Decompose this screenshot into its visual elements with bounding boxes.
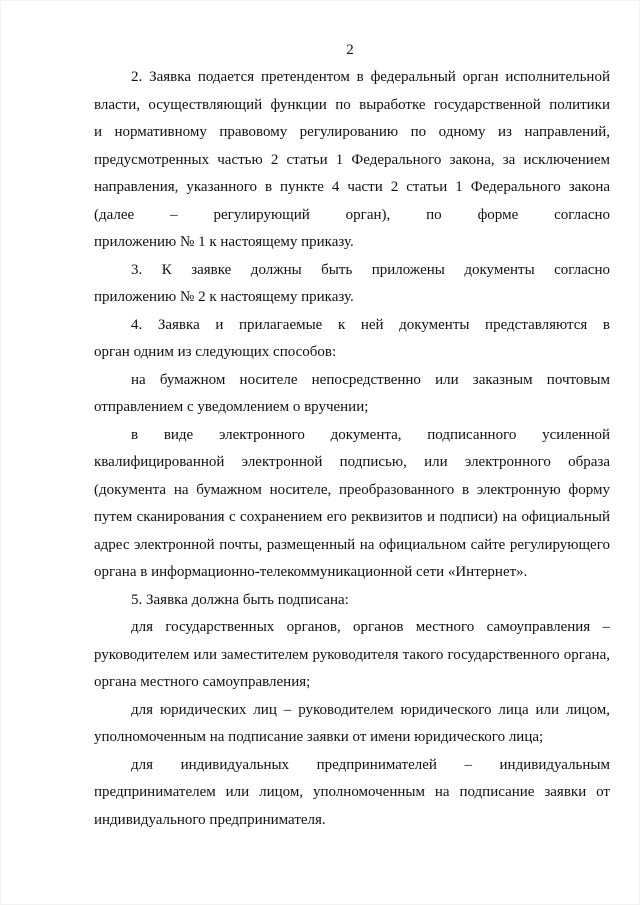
- text-line: предпринимателем или лицом, уполномоченным на подписание заявки от: [94, 784, 610, 800]
- text-line: отправлением с уведомлением о вручении;: [94, 399, 369, 415]
- text-line: адрес электронной почты, размещенный на официальном сайте регулирующего: [94, 536, 610, 553]
- text-line: приложению № 2 к настоящему приказу.: [94, 289, 354, 305]
- text-line: индивидуального предпринимателя.: [94, 811, 326, 828]
- text-line: для государственных органов, органов местного самоуправления –: [131, 619, 610, 635]
- text-line: 4. Заявка и прилагаемые к ней документы представляются в: [131, 316, 610, 333]
- text-line: для юридических лиц – руководителем юридического лица или лицом,: [131, 701, 610, 718]
- paragraph: [94, 422, 610, 587]
- paragraph: [94, 587, 610, 615]
- text-line: руководителем или заместителем руководителя такого государственного органа,: [94, 646, 610, 663]
- text-line: на бумажном носителе непосредственно или заказным почтовым: [131, 371, 610, 388]
- text-line: органа в информационно-телекоммуникационной сети «Интернет».: [94, 564, 528, 580]
- paragraph: [94, 697, 610, 752]
- text-line: приложению № 1 к настоящему приказу.: [94, 234, 354, 250]
- text-line: 3. К заявке должны быть приложены документы согласно: [131, 261, 610, 278]
- text-line: и нормативному правовому регулированию по одному из направлений,: [94, 124, 610, 140]
- text-line: 5. Заявка должна быть подписана:: [131, 591, 349, 608]
- text-line: 2. Заявка подается претендентом в федеральный орган исполнительной: [131, 69, 610, 85]
- paragraph: [94, 64, 610, 257]
- text-line: путем сканирования с сохранением его реквизитов и подписи) на официальный: [94, 509, 610, 525]
- text-line: в виде электронного документа, подписанного усиленной: [131, 426, 610, 443]
- text-line: квалифицированной электронной подписью, или электронного образа: [94, 454, 610, 470]
- paragraph: [94, 752, 610, 835]
- text-line: орган одним из следующих способов:: [94, 344, 337, 360]
- text-line: предусмотренных частью 2 статьи 1 Федерального закона, за исключением: [94, 151, 610, 168]
- paragraph: [94, 257, 610, 312]
- text-line: направления, указанного в пункте 4 части 2 статьи 1 Федерального закона: [94, 179, 610, 195]
- paragraph: [94, 312, 610, 367]
- text-line: органа местного самоуправления;: [94, 674, 311, 690]
- text-line: власти, осуществляющий функции по выработке государственной политики: [94, 96, 610, 113]
- paragraph: [94, 367, 610, 422]
- text-line: (далее – регулирующий орган), по форме согласно: [94, 206, 610, 223]
- page-number: 2: [346, 42, 354, 58]
- text-line: (документа на бумажном носителе, преобразованного в электронную форму: [94, 481, 610, 498]
- text-line: для индивидуальных предпринимателей – индивидуальным: [131, 756, 610, 773]
- document-body: [94, 64, 610, 834]
- paragraph: [94, 614, 610, 697]
- text-line: уполномоченным на подписание заявки от имени юридического лица;: [94, 729, 544, 745]
